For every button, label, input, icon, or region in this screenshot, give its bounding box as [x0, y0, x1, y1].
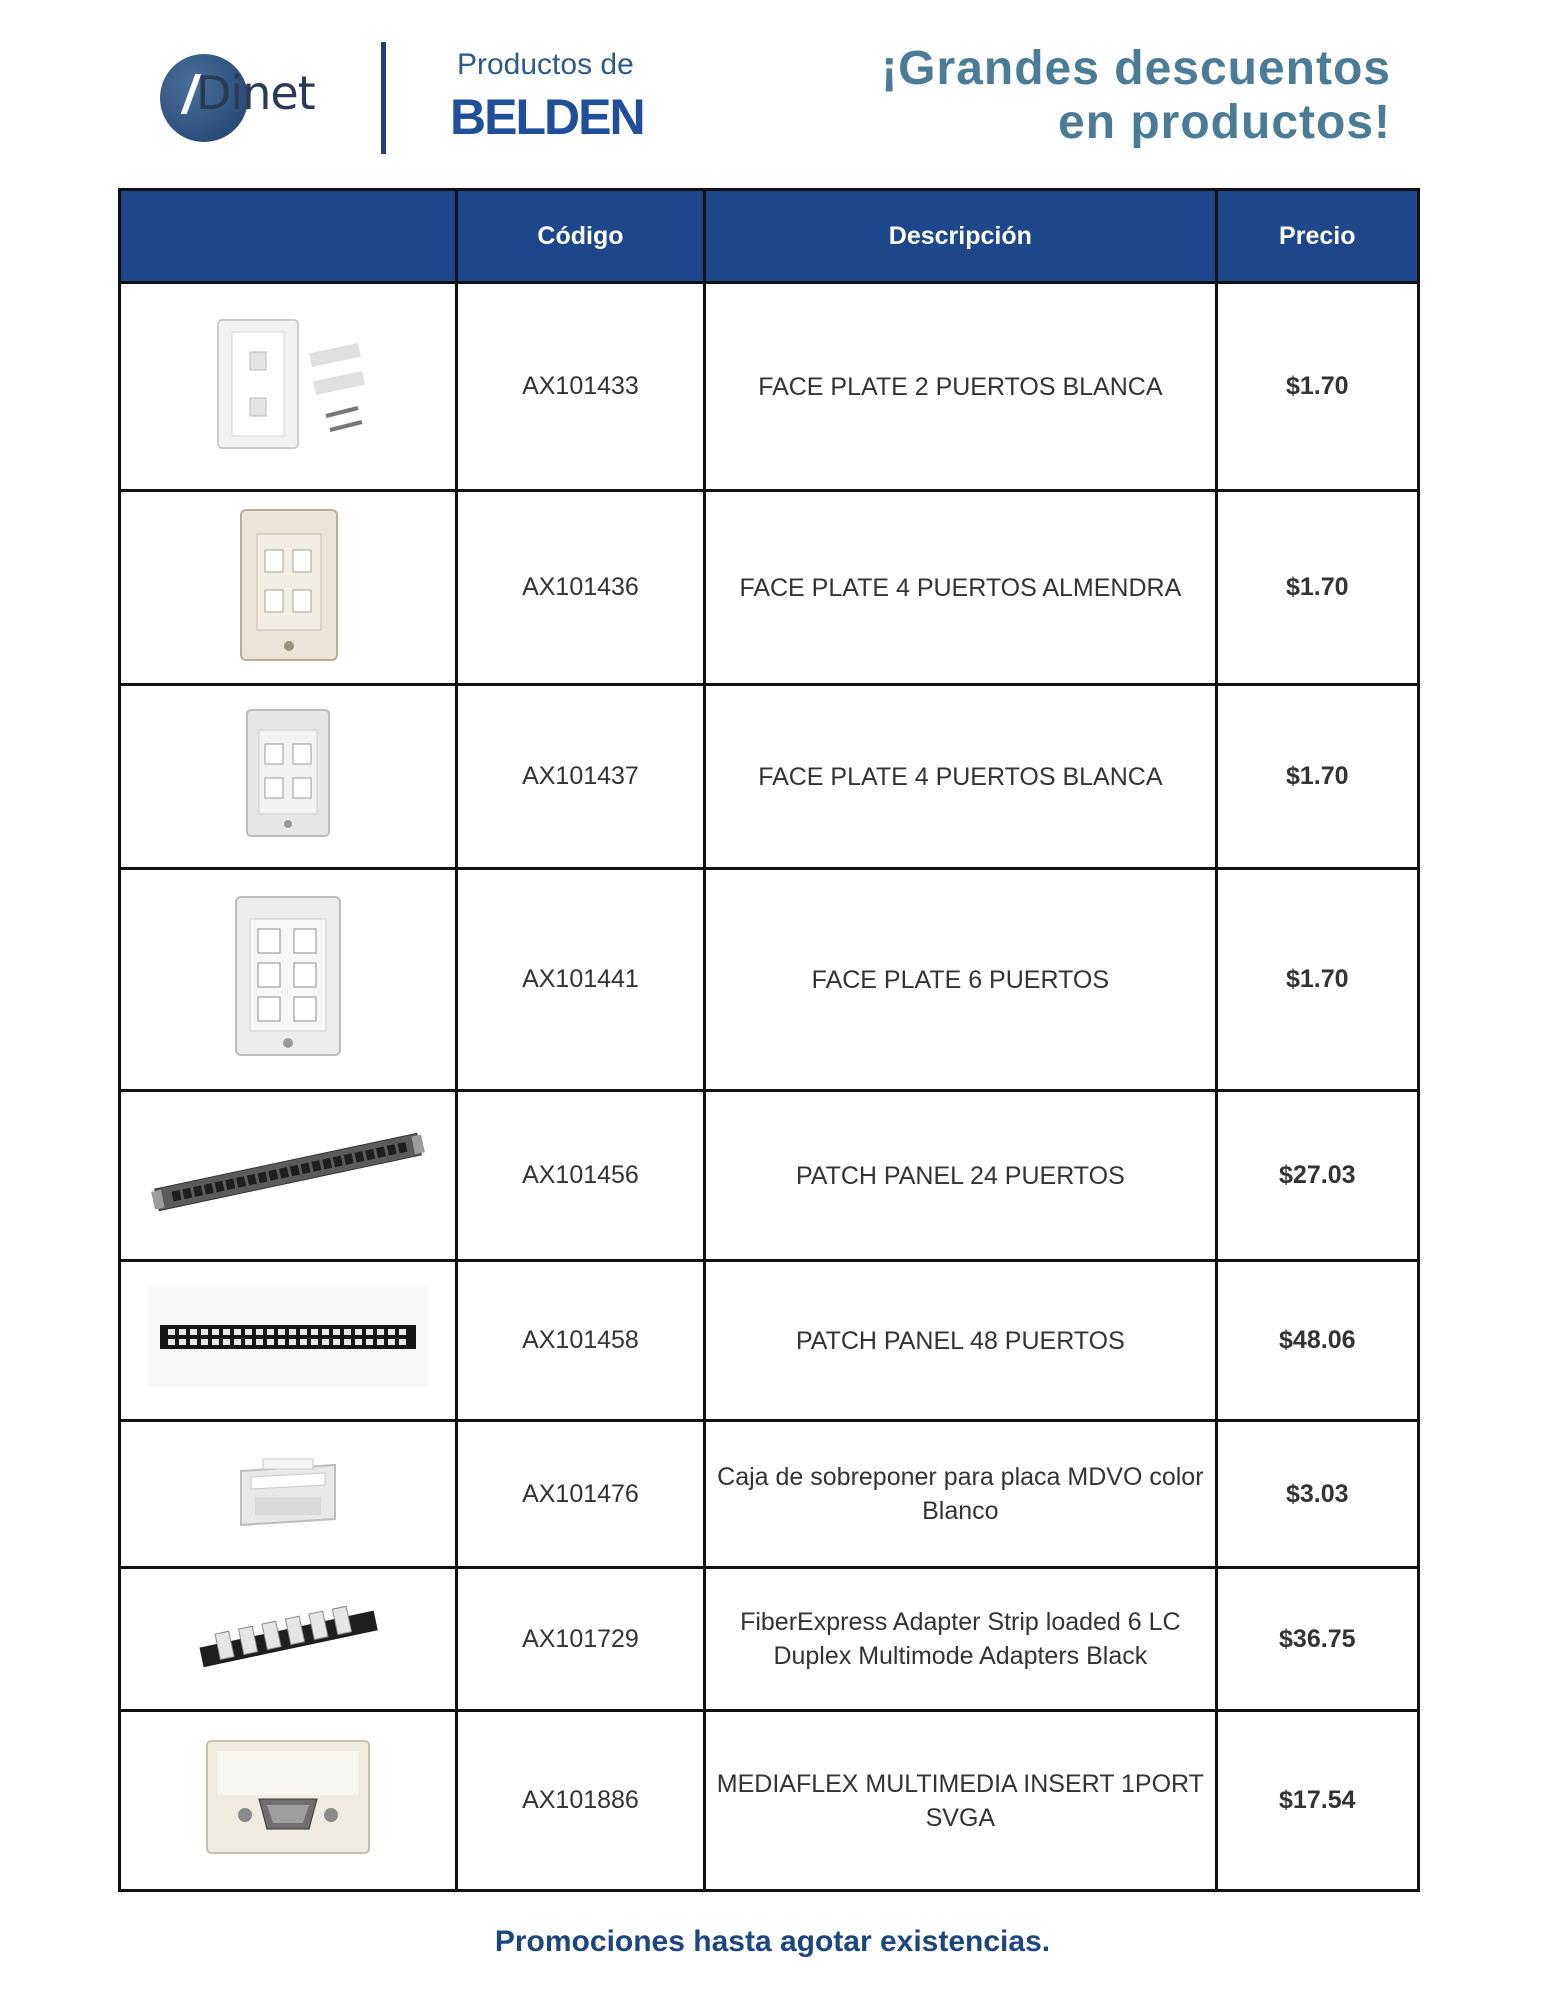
- table-row: [120, 1421, 1419, 1568]
- table-row: [120, 1568, 1419, 1711]
- product-price: $1.70: [1216, 283, 1418, 491]
- col-header-price: Precio: [1216, 190, 1418, 283]
- surface-box-image: [233, 1451, 343, 1531]
- face-plate-6-port-image: [230, 893, 346, 1059]
- header-divider: [381, 42, 386, 154]
- patch-panel-48-port-image: [148, 1287, 428, 1387]
- product-image-cell: [120, 1711, 457, 1891]
- product-image-cell: [120, 1261, 457, 1421]
- product-description: PATCH PANEL 48 PUERTOS: [705, 1261, 1216, 1421]
- product-description: MEDIAFLEX MULTIMEDIA INSERT 1PORT SVGA: [705, 1711, 1216, 1891]
- product-image-cell: [120, 869, 457, 1091]
- product-price: $27.03: [1216, 1091, 1418, 1261]
- product-image-cell: [120, 685, 457, 869]
- product-code: AX101476: [456, 1421, 704, 1568]
- product-price: $17.54: [1216, 1711, 1418, 1891]
- face-plate-4-port-white-image: [241, 706, 335, 840]
- product-image-cell: [120, 1568, 457, 1711]
- table-row: [120, 491, 1419, 685]
- product-code: AX101436: [456, 491, 704, 685]
- face-plate-4-port-almond-image: [233, 504, 343, 664]
- product-code: AX101433: [456, 283, 704, 491]
- headline: [881, 42, 1391, 150]
- table-row: [120, 1711, 1419, 1891]
- svga-insert-image: [203, 1737, 373, 1857]
- col-header-description: Descripción: [705, 190, 1216, 283]
- product-description: PATCH PANEL 24 PUERTOS: [705, 1091, 1216, 1261]
- headline-line-2: en productos!: [1058, 96, 1391, 149]
- fiber-adapter-strip-image: [193, 1601, 383, 1671]
- headline-line-1: ¡Grandes descuentos: [881, 42, 1391, 95]
- product-code: AX101437: [456, 685, 704, 869]
- product-code: AX101729: [456, 1568, 704, 1711]
- table-row: [120, 869, 1419, 1091]
- table-header-row: [120, 190, 1419, 283]
- col-header-image: [120, 190, 457, 283]
- footer-note: Promociones hasta agotar existencias.: [494, 1925, 1051, 1958]
- table-row: [120, 685, 1419, 869]
- product-code: AX101441: [456, 869, 704, 1091]
- table-row: [120, 283, 1419, 491]
- product-description: FiberExpress Adapter Strip loaded 6 LC Duplex Multimode Adapters Black: [705, 1568, 1216, 1711]
- product-description: Caja de sobreponer para placa MDVO color Blanco: [705, 1421, 1216, 1568]
- product-price: $1.70: [1216, 869, 1418, 1091]
- products-table: [118, 188, 1420, 1892]
- product-description: FACE PLATE 6 PUERTOS: [705, 869, 1216, 1091]
- product-price: $36.75: [1216, 1568, 1418, 1711]
- product-price: $3.03: [1216, 1421, 1418, 1568]
- patch-panel-24-port-image: [148, 1127, 428, 1217]
- product-description: FACE PLATE 4 PUERTOS ALMENDRA: [705, 491, 1216, 685]
- product-description: FACE PLATE 2 PUERTOS BLANCA: [705, 283, 1216, 491]
- product-code: AX101458: [456, 1261, 704, 1421]
- product-price: $1.70: [1216, 685, 1418, 869]
- page-header: [0, 0, 1545, 170]
- product-image-cell: [120, 491, 457, 685]
- product-price: $1.70: [1216, 491, 1418, 685]
- products-label: Productos de: [457, 48, 634, 81]
- product-description: FACE PLATE 4 PUERTOS BLANCA: [705, 685, 1216, 869]
- product-image-cell: [120, 1421, 457, 1568]
- belden-logo: BELDEN: [450, 89, 644, 145]
- table-row: [120, 1091, 1419, 1261]
- product-code: AX101456: [456, 1091, 704, 1261]
- product-image-cell: [120, 283, 457, 491]
- product-image-cell: [120, 1091, 457, 1261]
- col-header-code: Código: [456, 190, 704, 283]
- dinet-logo-text: Dinet: [196, 66, 315, 120]
- face-plate-2-port-image: [198, 308, 378, 458]
- product-price: $48.06: [1216, 1261, 1418, 1421]
- table-row: [120, 1261, 1419, 1421]
- product-code: AX101886: [456, 1711, 704, 1891]
